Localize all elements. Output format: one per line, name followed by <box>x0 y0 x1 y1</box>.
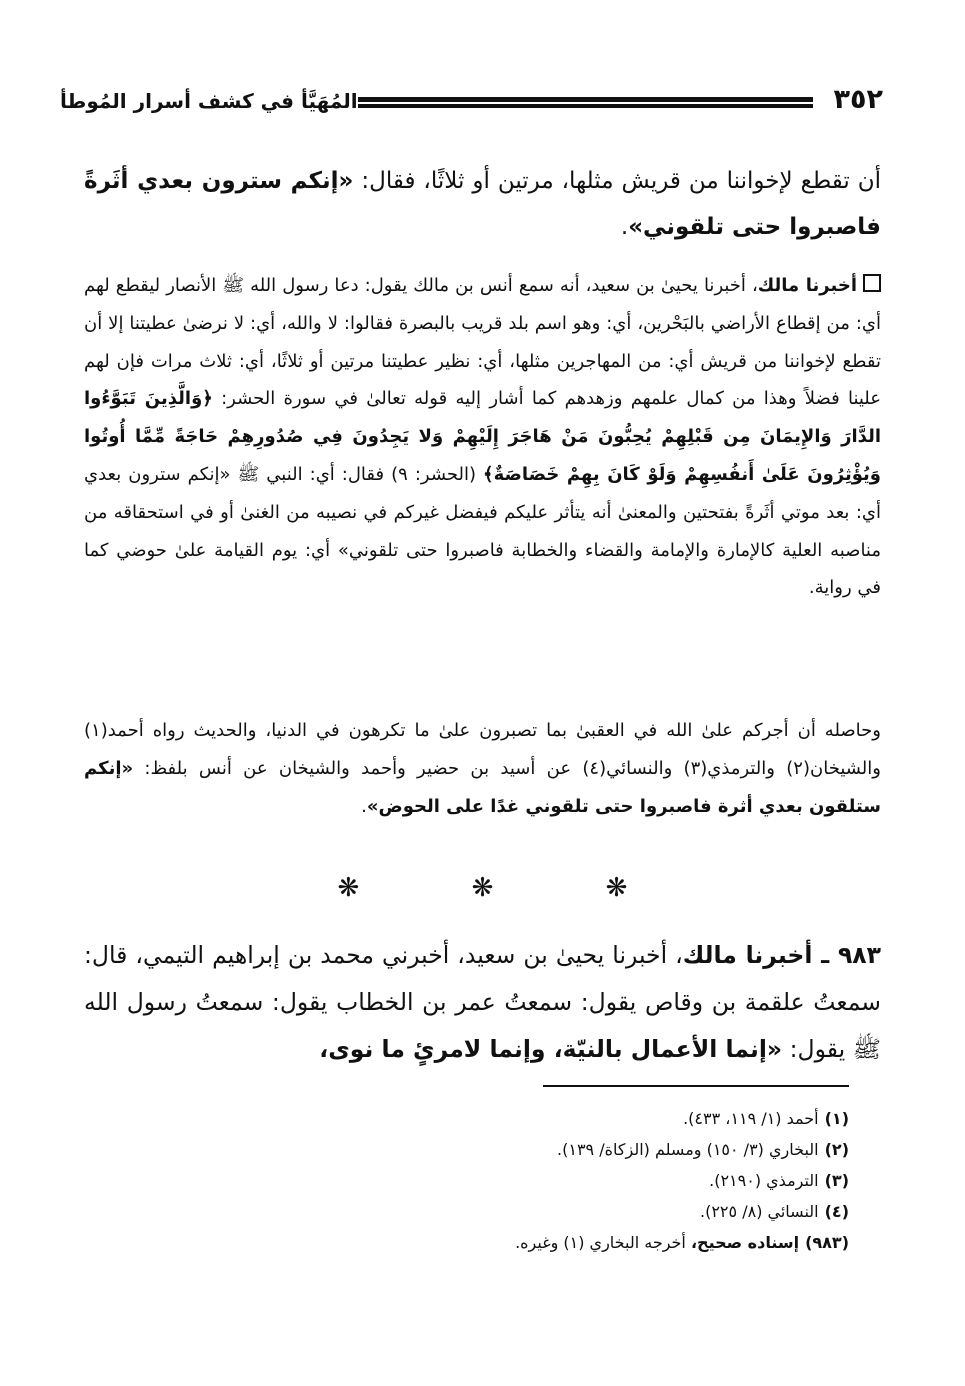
footnote-text: الترمذي (٢١٩٠). <box>709 1171 819 1190</box>
footnote-item <box>84 1227 849 1258</box>
footnote-item <box>84 1103 849 1134</box>
body-text: والشيخان <box>810 757 881 779</box>
footnote-rule <box>543 1085 849 1087</box>
body-text: ، أخبرنا يحيىٰ بن سعيد، أنه سمع أنس بن مالك يقول: دعا رسول الله ﷺ الأنصار ليقطع لهم أي: من إقطاع الأراضي بالبَحْرين، أي: وهو اسم بلد قريب بالبصرة فقالوا: لا والله، أي: لا نرضىٰ عطيتنا إلا أن تقطع لإخواننا من قريش أي: من المهاجرين مثلها، أي: نظير عطيتنا مرتين أو ثلاثًا، أي: ثلاث مرات فإن لهم علينا فضلاً وهذا من كمال علمهم وزهدهم كما أشار إليه قوله تعالىٰ في سورة الحشر: <box>84 275 882 410</box>
narrator-lead: أخبرنا مالك <box>757 275 857 296</box>
footnote-number: (٤) <box>824 1202 849 1221</box>
footnote-grading: إسناده صحيح، <box>690 1233 800 1252</box>
footnote-ref[interactable]: (١) <box>84 720 108 741</box>
hadith-paragraph <box>84 932 881 1073</box>
body-text: أن تقطع لإخواننا من قريش مثلها، مرتين أو ثلاثًا، فقال: <box>353 168 881 194</box>
body-text: . <box>620 214 629 240</box>
footnote-item <box>84 1165 849 1196</box>
footnote-text: أحمد (١/ ١١٩، ٤٣٣). <box>683 1109 819 1128</box>
footnote-item <box>84 1196 849 1227</box>
footnote-item <box>84 1134 849 1165</box>
hadith-quote: «إنما الأعمال بالنيّة، وإنما لامرئٍ ما نوى، <box>319 1035 783 1063</box>
page-header <box>60 82 883 122</box>
body-text: عن أسيد بن حضير وأحمد والشيخان عن أنس بلفظ: <box>133 757 583 779</box>
quran-verse: ﴿وَالَّذِينَ تَبَوَّءُوا الدَّارَ وَالإِيمَانَ مِن قَبْلِهِمْ يُحِبُّونَ مَنْ هَاجَرَ إِلَيْهِمْ وَلا يَجِدُونَ فِي صُدُورِهِمْ حَاجَةً مِّمَّا أُوتُوا وَيُؤْثِرُونَ عَلَىٰ أَنفُسِهِمْ وَلَوْ كَانَ بِهِمْ خَصَاصَةٌ﴾ <box>84 388 881 485</box>
footnote-ref[interactable]: (٢) <box>786 757 810 779</box>
body-text: وحاصله أن أجركم علىٰ الله في العقبىٰ بما تصبرون علىٰ ما تكرهون في الدنيا، والحديث رواه أحمد <box>107 720 881 741</box>
page-number: ٣٥٢ <box>833 84 883 115</box>
footnote-text: أخرجه البخاري (١) وغيره. <box>515 1233 691 1252</box>
hadith-quote: «إنكم ستلقون بعدي أثرة فاصبروا حتى تلقوني غدًا على الحوض» <box>84 757 881 817</box>
footnote-text: البخاري (٣/ ١٥٠) ومسلم (الزكاة/ ١٣٩). <box>557 1140 819 1159</box>
footnote-ref[interactable]: (٤) <box>582 757 607 779</box>
footnotes <box>84 1103 849 1258</box>
footnote-number: (٣) <box>824 1171 849 1190</box>
header-rule <box>358 97 813 104</box>
footnote-ref[interactable]: (٣) <box>683 757 708 779</box>
body-text: (الحشر: ٩) فقال: أي: النبي ﷺ «إنكم سترون بعدي أي: بعد موتي أثَرةً بفتحتين والمعنىٰ أنه يتأثر عليكم فيفضل غيركم في نصيبه من الغنىٰ أو في استحقاقه من مناصبه العلية كالإمارة والإمامة والقضاء والخطابة فاصبروا حتى تلقوني» أي: يوم القيامة علىٰ حوضي كما في رواية. <box>84 463 881 599</box>
footnote-number: (٩٨٣) <box>805 1233 849 1252</box>
square-marker-icon <box>863 274 881 292</box>
commentary-paragraph <box>84 267 881 607</box>
paragraph-continuation <box>84 158 881 250</box>
body-text: ، أخبرنا يحيىٰ بن سعيد، أخبرني محمد بن إبراهيم التيمي، قال: سمعتُ علقمة بن وقاص يقول: سمعتُ عمر بن الخطاب يقول: سمعتُ رسول الله ﷺ يقول: <box>84 941 881 1063</box>
body-text: . <box>361 795 367 817</box>
commentary-paragraph <box>84 712 881 825</box>
footnote-number: (١) <box>824 1109 849 1128</box>
footnote-text: النسائي (٨/ ٢٢٥). <box>700 1202 819 1221</box>
footnote-number: (٢) <box>824 1140 849 1159</box>
section-divider-stars: ❋ ❋ ❋ <box>337 873 680 903</box>
book-title: المُهَيَّأ في كشف أسرار المُوطأ <box>60 89 358 113</box>
body-text: والترمذي <box>707 757 787 779</box>
body-text: والنسائي <box>606 757 684 779</box>
hadith-quote: «إنكم سترون بعدي أثَرةً فاصبروا حتى تلقوني» <box>84 168 881 240</box>
hadith-number-lead: ٩٨٣ ـ أخبرنا مالك <box>682 941 881 969</box>
